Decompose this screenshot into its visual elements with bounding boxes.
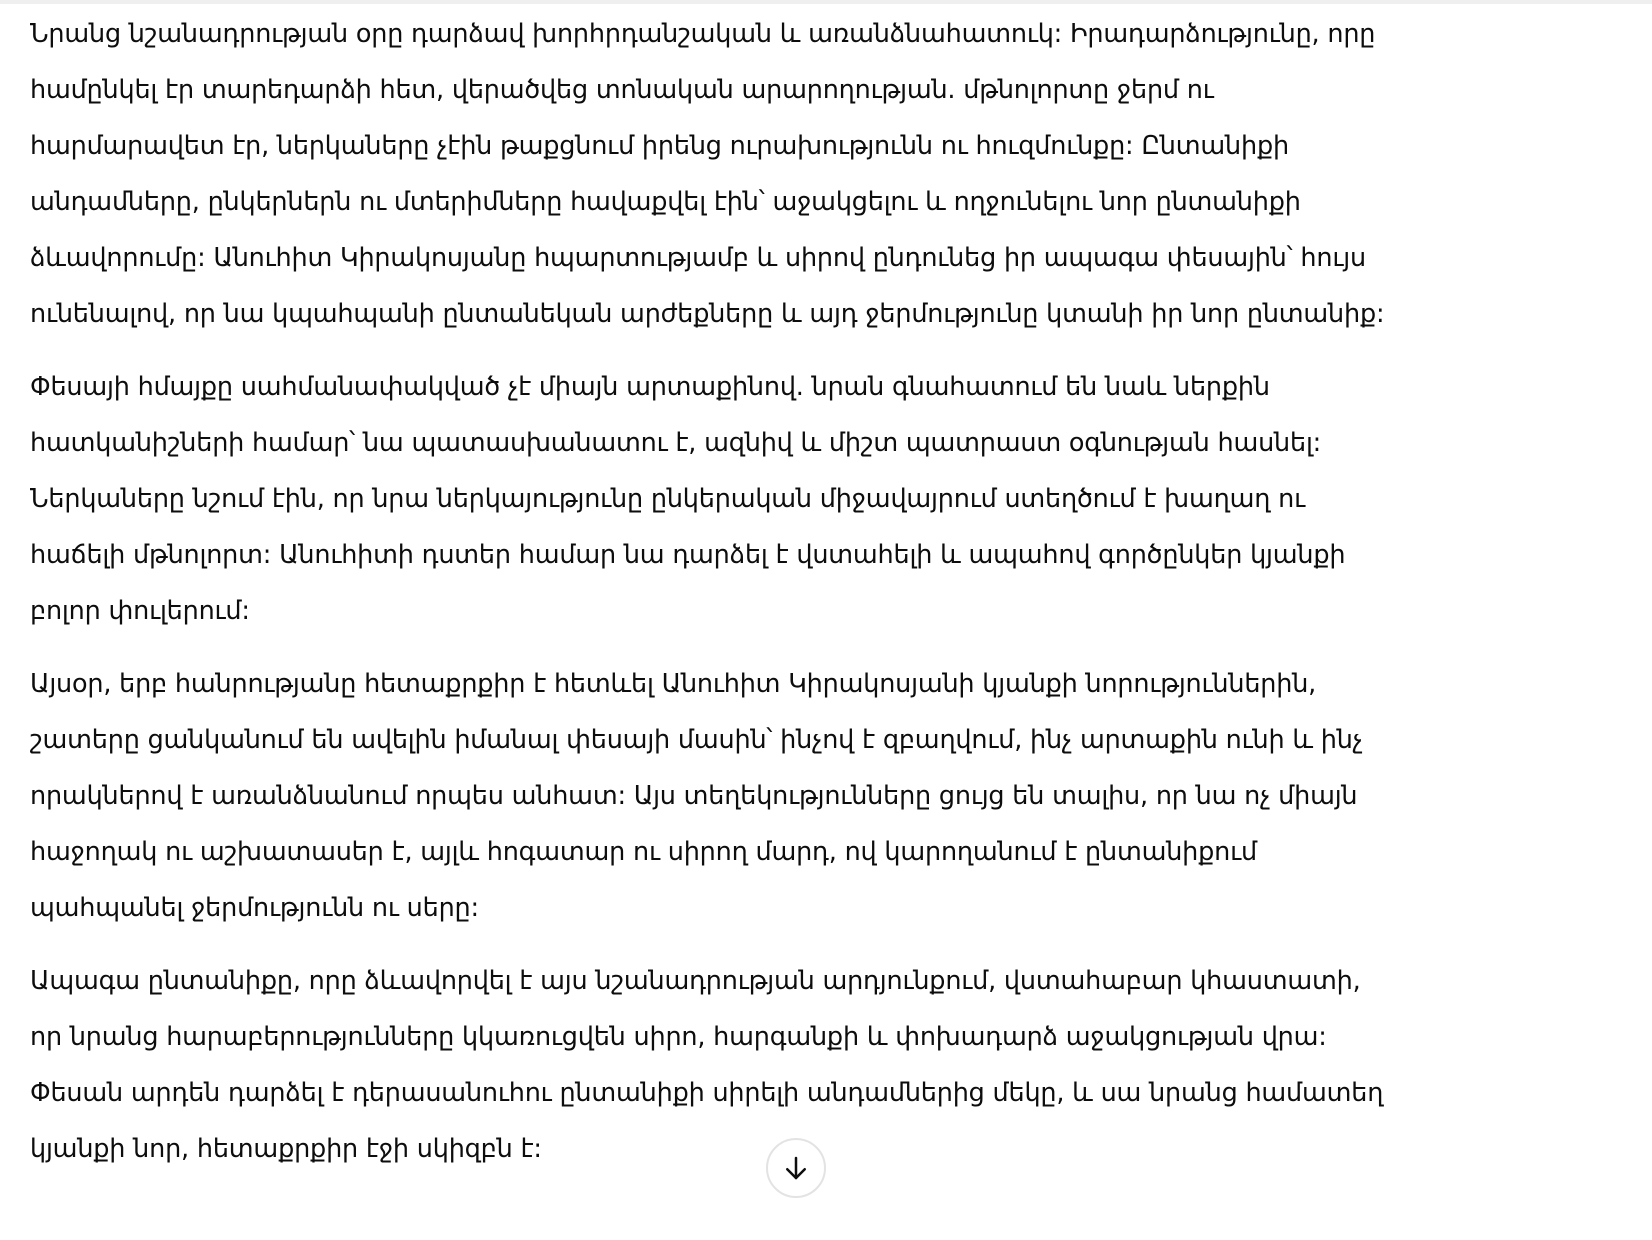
text-line: Այսօր, երբ հանրությանը հետաքրքիր է հետևել Անուհիտ Կիրակոսյանի կյանքի նորություններին,: [30, 669, 1317, 699]
message-content: [30, 6, 1590, 1194]
text-line: հարմարավետ էր, ներկաները չէին թաքցնում իրենց ուրախությունն ու հուզմունքը: Ընտանիքի: [30, 131, 1289, 161]
text-line: Փեսան արդեն դարձել է դերասանուհու ընտանիքի սիրելի անդամներից մեկը, և սա նրանց համատեղ: [30, 1078, 1384, 1108]
scroll-to-bottom-button[interactable]: [766, 1138, 826, 1198]
text-line: Ներկաները նշում էին, որ նրա ներկայությունը ընկերական միջավայրում ստեղծում է խաղաղ ու: [30, 484, 1305, 514]
text-line: անդամները, ընկերներն ու մտերիմները հավաքվել էին՝ աջակցելու և ողջունելու նոր ընտանիքի: [30, 187, 1301, 217]
text-line: հաջողակ ու աշխատասեր է, այլև հոգատար ու սիրող մարդ, ով կարողանում է ընտանիքում: [30, 837, 1257, 867]
text-line: որ նրանց հարաբերությունները կկառուցվեն սիրո, հարգանքի և փոխադարձ աջակցության վրա:: [30, 1022, 1327, 1052]
paragraph-3: [30, 656, 1590, 936]
paragraph-2: [30, 359, 1590, 639]
text-line: Փեսայի հմայքը սահմանափակված չէ միայն արտաքինով. նրան գնահատում են նաև ներքին: [30, 372, 1270, 402]
text-line: բոլոր փուլերում:: [30, 596, 250, 626]
paragraph-1: [30, 6, 1590, 342]
arrow-down-icon: [781, 1153, 811, 1183]
text-line: Նրանց նշանադրության օրը դարձավ խորհրդանշական և առանձնահատուկ: Իրադարձությունը, որը: [30, 19, 1376, 49]
text-line: համընկել էր տարեդարձի հետ, վերածվեց տոնական արարողության. մթնոլորտը ջերմ ու: [30, 75, 1214, 105]
text-line: հատկանիշների համար՝ նա պատասխանատու է, ազնիվ և միշտ պատրաստ օգնության հասնել:: [30, 428, 1322, 458]
top-divider: [0, 0, 1652, 4]
text-line: Ապագա ընտանիքը, որը ձևավորվել է այս նշանադրության արդյունքում, վստահաբար կհաստատի,: [30, 966, 1361, 996]
text-line: ձևավորումը: Անուհիտ Կիրակոսյանը հպարտությամբ և սիրով ընդունեց իր ապագա փեսային՝ հույս: [30, 243, 1366, 273]
text-line: շատերը ցանկանում են ավելին իմանալ փեսայի մասին՝ ինչով է զբաղվում, ինչ արտաքին ունի և ինչ: [30, 725, 1363, 755]
text-line: որակներով է առանձնանում որպես անհատ: Այս տեղեկությունները ցույց են տալիս, որ նա ոչ միայն: [30, 781, 1358, 811]
text-line: կյանքի նոր, հետաքրքիր էջի սկիզբն է:: [30, 1134, 542, 1164]
text-line: պահպանել ջերմությունն ու սերը:: [30, 893, 479, 923]
text-line: հաճելի մթնոլորտ: Անուհիտի դստեր համար նա դարձել է վստահելի և ապահով գործընկեր կյանքի: [30, 540, 1346, 570]
text-line: ունենալով, որ նա կպահպանի ընտանեկան արժեքները և այդ ջերմությունը կտանի իր նոր ընտանիք:: [30, 299, 1385, 329]
